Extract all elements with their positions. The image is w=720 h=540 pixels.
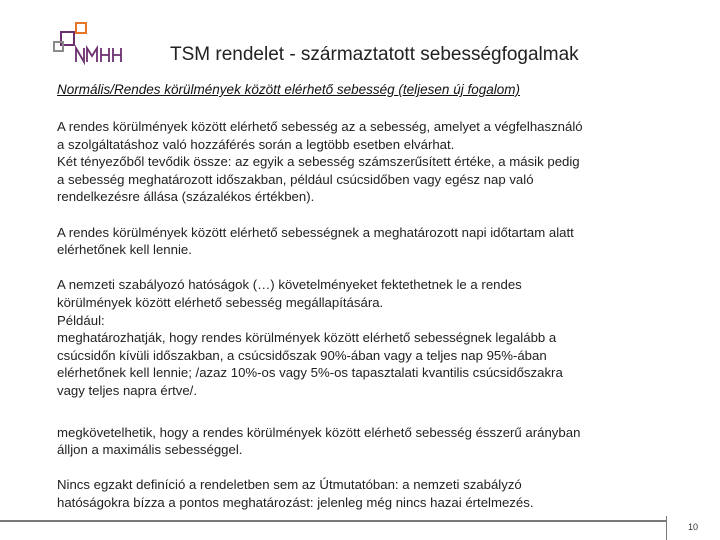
text-line: a szolgáltatáshoz való hozzáférés során a legtöbb esetben elvárhat. [57,136,455,152]
logo-mark-icon [52,22,142,68]
footer-divider [0,520,666,522]
nmhh-logo [52,22,142,68]
paragraph-ratio [57,424,667,459]
text-line: megkövetelhetik, hogy a rendes körülmények között elérhető sebesség ésszerű arányban [57,424,581,440]
text-line: rendelkezésre állása (százalékos értékben). [57,189,315,205]
paragraph-regulators [57,276,667,399]
footer-separator [666,516,667,540]
slide-title: TSM rendelet - származtatott sebességfogalmak [170,44,579,65]
paragraph-availability [57,224,667,259]
text-line: elérhetőnek kell lennie. [57,242,192,258]
text-line: csúcsidőn kívüli időszakban, a csúcsidőszak 90%-ában vagy a teljes nap 95%-ában [57,347,547,363]
text-line: A rendes körülmények között elérhető sebességnek a meghatározott napi időtartam alatt [57,224,574,240]
slide-body [57,118,667,529]
paragraph-definition [57,118,667,206]
text-line: vagy teljes napra értve/. [57,382,198,398]
text-line: elérhetőnek kell lennie; /azaz 10%-os vagy 5%-os tapasztalati kvantilis csúcsidőszakra [57,365,563,381]
text-line: a sebesség meghatározott időszakban, például csúcsidőben vagy egész nap való [57,171,534,187]
text-line: A nemzeti szabályozó hatóságok (…) követelményeket fektethetnek le a rendes [57,277,522,293]
text-line: A rendes körülmények között elérhető sebesség az a sebesség, amelyet a végfelhasználó [57,119,583,134]
text-line: Két tényezőből tevődik össze: az egyik a sebesség számszerűsített értéke, a másik pedig [57,154,580,170]
text-line: meghatározhatják, hogy rendes körülmények között elérhető sebességnek legalább a [57,330,557,346]
text-line: Nincs egzakt definíció a rendeletben sem az Útmutatóban: a nemzeti szabályzó [57,477,522,493]
text-line: körülmények között elérhető sebesség megállapítására. [57,294,384,310]
page-number: 10 [688,522,699,532]
text-line: hatóságokra bízza a pontos meghatározást: jelenleg még nincs hazai értelmezés. [57,494,534,510]
paragraph-no-definition [57,476,667,511]
text-line: Például: [57,312,105,328]
text-line: álljon a maximális sebességgel. [57,442,243,458]
section-subtitle: Normális/Rendes körülmények között elérhető sebesség (teljesen új fogalom) [57,82,520,97]
